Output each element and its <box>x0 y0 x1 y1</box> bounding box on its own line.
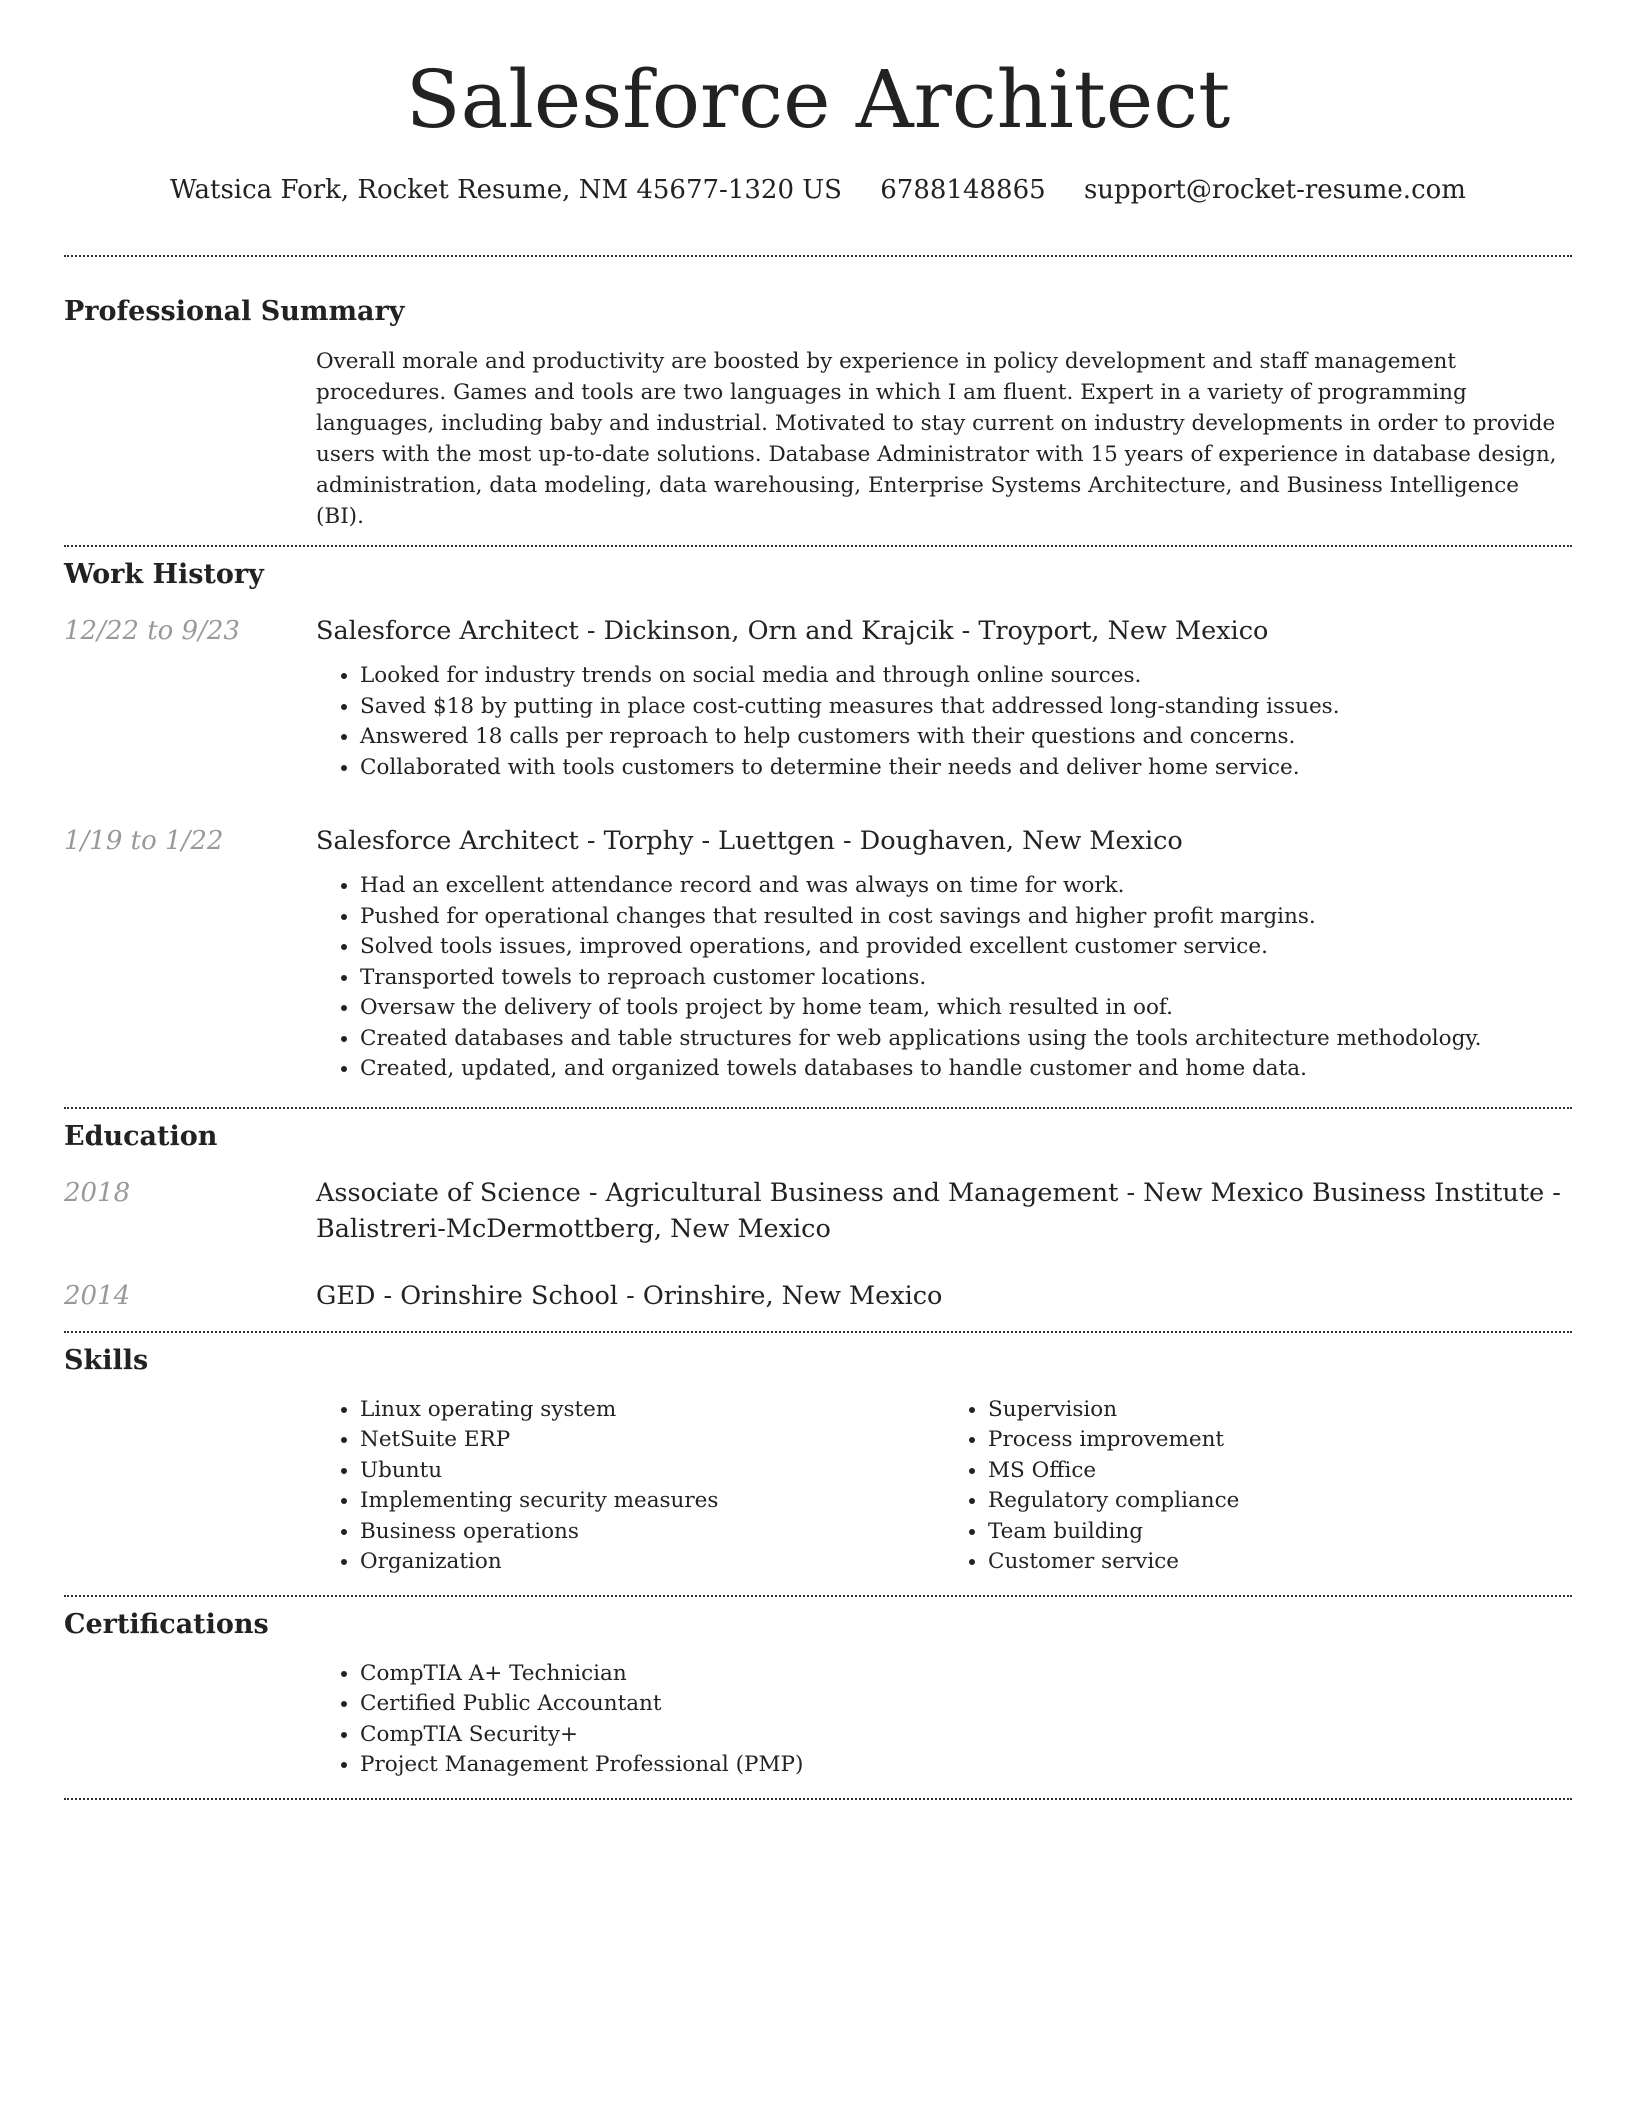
skill-item: • Team building <box>988 1517 1572 1548</box>
education-year: 2018 <box>64 1177 131 1208</box>
resume-page <box>64 0 1572 1800</box>
job-dates: 12/22 to 9/23 <box>64 616 240 646</box>
summary-section <box>64 294 1572 532</box>
resume-name: Salesforce Architect <box>405 53 1231 146</box>
contact-phone: 6788148865 <box>880 175 1046 205</box>
certification-item: • Certified Public Accountant <box>360 1689 1572 1720</box>
education-section <box>64 1119 1572 1314</box>
section-divider <box>64 1798 1572 1800</box>
job-bullet: • Answered 18 calls per reproach to help customers with their questions and concerns. <box>360 722 1572 753</box>
skill-item: • Organization <box>360 1547 944 1578</box>
job-bullet: • Solved tools issues, improved operations, and provided excellent customer service. <box>360 932 1572 963</box>
summary-text: Overall morale and productivity are boosted by experience in policy development and staff management procedures. Games and tools are two languages in which I am fluent. Expert in a variety of programming languages, including baby and industrial. Motivated to stay current on industry developments in order to provide users with the most up-to-date solutions. Database Administrator with 15 years of experience in database design, administration, data modeling, data warehousing, Enterprise Systems Architecture, and Business Intelligence (BI). <box>316 349 1557 529</box>
skill-item: • Process improvement <box>988 1425 1572 1456</box>
skill-item: • Implementing security measures <box>360 1486 944 1517</box>
certification-item: • CompTIA A+ Technician <box>360 1659 1572 1690</box>
work-history-section <box>64 557 1572 1085</box>
education-institution: - Orinshire School - Orinshire, New Mexico <box>375 1280 943 1311</box>
job-bullet: • Created, updated, and organized towels databases to handle customer and home data. <box>360 1054 1572 1085</box>
education-institution: - New Mexico Business Institute - Balistreri-McDermottberg, New Mexico <box>316 1177 1561 1244</box>
section-divider <box>64 1595 1572 1597</box>
skill-item: • Supervision <box>988 1395 1572 1426</box>
job-bullet: • Collaborated with tools customers to determine their needs and deliver home service. <box>360 753 1572 784</box>
skills-list-right <box>944 1395 1572 1578</box>
section-divider <box>64 1331 1572 1333</box>
job-bullet-list <box>316 871 1572 1085</box>
skills-list-left <box>316 1395 944 1578</box>
job-bullet: • Looked for industry trends on social media and through online sources. <box>360 661 1572 692</box>
certifications-section <box>64 1607 1572 1781</box>
certifications-list <box>316 1659 1572 1781</box>
education-year: 2014 <box>64 1280 131 1311</box>
certification-item: • Project Management Professional (PMP) <box>360 1750 1572 1781</box>
section-divider <box>64 545 1572 547</box>
contact-line <box>64 172 1572 208</box>
skills-section <box>64 1343 1572 1578</box>
section-title-work-history: Work History <box>64 559 264 590</box>
job-entry <box>64 823 1572 1085</box>
section-title-certifications: Certifications <box>64 1608 269 1640</box>
job-heading: Salesforce Architect - Dickinson, Orn and Krajcik - Troyport, New Mexico <box>316 616 1269 646</box>
skill-item: • Ubuntu <box>360 1456 944 1487</box>
job-bullet: • Saved $18 by putting in place cost-cutting measures that addressed long-standing issues. <box>360 692 1572 723</box>
skill-item: • Regulatory compliance <box>988 1486 1572 1517</box>
job-heading: Salesforce Architect - Torphy - Luettgen - Doughaven, New Mexico <box>316 826 1183 856</box>
education-degree: Associate of Science - Agricultural Business and Management <box>316 1177 1119 1208</box>
section-title-education: Education <box>64 1120 218 1152</box>
education-entry <box>64 1278 1572 1314</box>
certification-item: • CompTIA Security+ <box>360 1720 1572 1751</box>
skill-item: • Business operations <box>360 1517 944 1548</box>
skill-item: • NetSuite ERP <box>360 1425 944 1456</box>
skill-item: • Customer service <box>988 1547 1572 1578</box>
job-bullet: • Transported towels to reproach customer locations. <box>360 963 1572 994</box>
contact-address: Watsica Fork, Rocket Resume, NM 45677-1320 US <box>170 175 842 205</box>
job-bullet: • Created databases and table structures for web applications using the tools architecture methodology. <box>360 1024 1572 1055</box>
skill-item: • Linux operating system <box>360 1395 944 1426</box>
job-bullet: • Oversaw the delivery of tools project by home team, which resulted in oof. <box>360 993 1572 1024</box>
job-bullet-list <box>316 661 1572 783</box>
job-entry <box>64 613 1572 783</box>
job-dates: 1/19 to 1/22 <box>64 826 224 856</box>
contact-email: support@rocket-resume.com <box>1083 175 1466 205</box>
section-divider <box>64 1107 1572 1109</box>
job-bullet: • Had an excellent attendance record and was always on time for work. <box>360 871 1572 902</box>
education-entry <box>64 1175 1572 1247</box>
job-bullet: • Pushed for operational changes that resulted in cost savings and higher profit margins. <box>360 902 1572 933</box>
education-degree: GED <box>316 1280 376 1311</box>
section-title-summary: Professional Summary <box>64 296 405 327</box>
section-title-skills: Skills <box>64 1344 149 1376</box>
skill-item: • MS Office <box>988 1456 1572 1487</box>
section-divider <box>64 255 1572 257</box>
